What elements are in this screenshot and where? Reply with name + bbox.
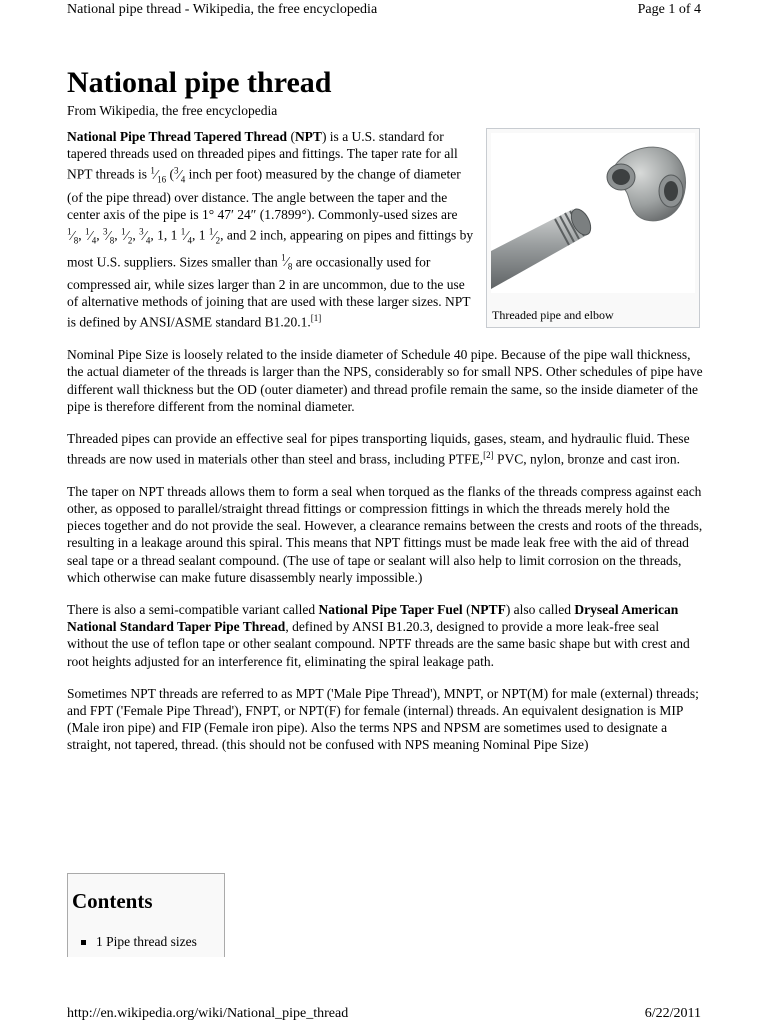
- page-subtitle: From Wikipedia, the free encyclopedia: [67, 103, 278, 118]
- print-footer-url: http://en.wikipedia.org/wiki/National_pipe_thread: [67, 1006, 349, 1021]
- page-title: National pipe thread: [67, 66, 332, 99]
- fraction-3-4b: $^3⁄_4$: [139, 226, 151, 246]
- term-nptf-full: National Pipe Taper Fuel: [318, 602, 463, 618]
- fraction-1-8b: $^1⁄_8$: [281, 252, 293, 272]
- article-body: [67, 128, 703, 769]
- print-footer-date: 6/22/2011: [644, 1006, 701, 1021]
- fraction-1-2: $^1⁄_2$: [121, 226, 133, 246]
- image-caption: Threaded pipe and elbow: [492, 308, 614, 322]
- fraction-1-2b: $^1⁄_2$: [208, 226, 221, 246]
- term-nptf: NPTF: [470, 602, 506, 618]
- fraction-3-8: $^3⁄_8$: [103, 226, 115, 246]
- fraction-1-4b: $^1⁄_4$: [180, 226, 192, 246]
- paragraph-nominal-size: Nominal Pipe Size is loosely related to the inside diameter of Schedule 40 pipe. Because of the pipe wall thickness, the actual diameter of the threads is larger than the NPS, considerably so for small NPS. Other schedules of pipe have different wall thickness but the OD (outer diameter) and thread profile remain the same, so the inside diameter of the pipe is therefore different from the nominal diameter.: [67, 347, 703, 414]
- paragraph-nptf: There is also a semi-compatible variant called National Pipe Taper Fuel (NPTF) also called Dryseal American National Standard Taper Pipe Thread, defined by ANSI B1.20.3, designed to provide a more leak-free seal without the use of teflon tape or other sealant compound. NPTF threads are the same basic shape but with crest and root heights adjusted for an interference fit, eliminating the spiral leakage path.: [67, 602, 690, 669]
- fraction-1-16: $^1⁄_{16}$: [150, 165, 167, 185]
- paragraph-designations: Sometimes NPT threads are referred to as MPT ('Male Pipe Thread'), MNPT, or NPT(M) for male (external) threads; and FPT ('Female Pipe Thread'), FNPT, or NPT(F) for female (internal) threads. An equivalent designation is MIP (Male iron pipe) and FIP (Female iron pipe). Also the terms NPS and NPSM are sometimes used to designate a straight, not tapered, thread. (this should not be confused with NPS meaning Nominal Pipe Size): [67, 685, 699, 753]
- term-npt: NPT: [294, 129, 322, 144]
- image-thumbnail[interactable]: [486, 128, 700, 328]
- print-header-title: National pipe thread - Wikipedia, the free encyclopedia: [67, 2, 378, 17]
- table-of-contents: [67, 873, 225, 957]
- reference-link-1[interactable]: [1]: [310, 313, 322, 324]
- paragraph-intro: National Pipe Thread Tapered Thread (NPT) is a U.S. standard for tapered threads used on threaded pipes and fittings. The taper rate for all NPT threads is $^1⁄_{16}$ ($^3⁄_4$ inch per foot) measured by the change of diameter (of the pipe thread) over distance. The angle between the taper and the center axis of the pipe is 1° 47′ 24″ (1.7899°). Commonly-used sizes are $^1⁄_8$, $^1⁄_4$, $^3⁄_8$, $^1⁄_2$, $^3⁄_4$, 1, 1 $^1⁄_4$, 1 $^1⁄_2$, and 2 inch, appearing on pipes and fittings by most U.S. suppliers. Sizes smaller than $^1⁄_8$ are occasionally used for compressed air, while sizes larger than 2 in are uncommon, due to the use of alternative methods of joining that are used with these larger sizes. NPT is defined by ANSI/ASME standard B1.20.1.[1]: [67, 129, 474, 330]
- term-npt-full: National Pipe Thread Tapered Thread: [67, 129, 288, 144]
- reference-link-2[interactable]: [2]: [483, 450, 494, 461]
- toc-item-pipe-thread-sizes[interactable]: 1 Pipe thread sizes: [96, 934, 197, 950]
- fraction-3-4: $^3⁄_4$: [174, 165, 186, 185]
- fraction-1-4: $^1⁄_4$: [85, 226, 97, 246]
- fraction-1-8: $^1⁄_8$: [67, 226, 79, 246]
- term-dryseal: Dryseal American National Standard Taper Pipe Thread: [67, 602, 679, 635]
- paragraph-taper-seal: The taper on NPT threads allows them to form a seal when torqued as the flanks of the threads compress against each other, as opposed to parallel/straight thread fittings or compression fittings in which the threads merely hold the pieces together and do not provide the seal. However, a clearance remains between the crests and roots of the threads, resulting in a leakage around this spiral. This means that NPT fittings must be made leak free with the aid of thread seal tape or a thread sealant compound. (The use of tape or sealant will also help to limit corrosion on the threads, which otherwise can make future disassembly nearly impossible.): [67, 483, 703, 585]
- bullet-icon: [81, 940, 86, 945]
- paragraph-seal-materials: Threaded pipes can provide an effective seal for pipes transporting liquids, gases, steam, and hydraulic fluid. These threads are now used in materials other than steel and brass, including PTFE,[2] PVC, nylon, bronze and cast iron.: [67, 430, 690, 467]
- print-header-page: Page 1 of 4: [637, 2, 701, 17]
- toc-title: Contents: [72, 889, 153, 913]
- pipe-elbow-image[interactable]: [491, 133, 695, 293]
